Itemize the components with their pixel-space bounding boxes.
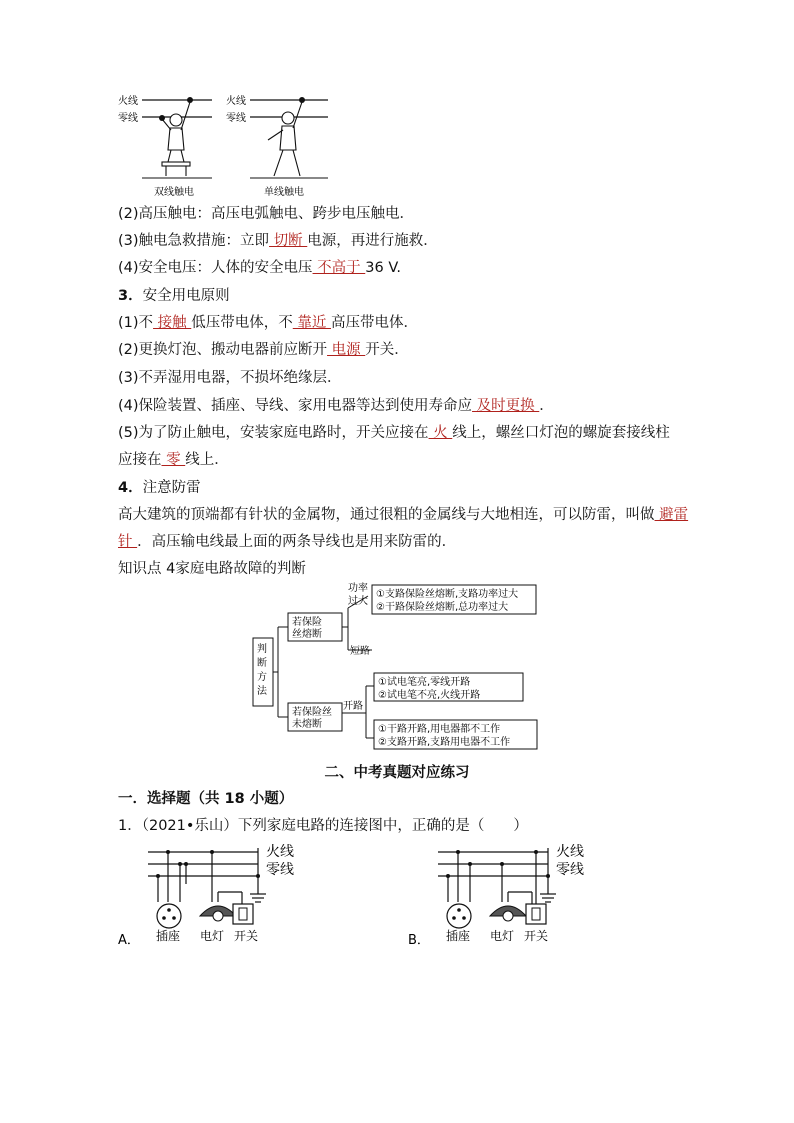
- live-wire-label-left: 火线: [118, 96, 138, 107]
- circuit-a-socket-label: 插座: [156, 929, 181, 943]
- tree-open-b-1: ①干路开路,用电器都不工作: [378, 724, 501, 735]
- tree-root-char-2: 断: [257, 658, 267, 669]
- text-principle-4: (4)保险装置、插座、导线、家用电器等达到使用寿命应 及时更换 ．: [118, 398, 554, 414]
- answer-live: 火: [428, 425, 453, 441]
- heading-lightning: 4．注意防雷: [118, 480, 201, 496]
- answer-lightning-rod-2: 针: [118, 534, 138, 550]
- socket-icon-a: [157, 904, 181, 928]
- neutral-wire-label-left: 零线: [118, 113, 138, 124]
- live-wire-label-right: 火线: [226, 96, 246, 107]
- lamp-icon-a: [200, 906, 236, 921]
- multiple-choice-heading: 一．选择题（共 18 小题）: [118, 791, 294, 807]
- circuit-b-live-label: 火线: [556, 844, 584, 860]
- fault-judgement-diagram: [248, 582, 548, 754]
- circuit-b-lamp-label: 电灯: [490, 929, 515, 943]
- text-principle-5-cont: 应接在 零 线上．: [118, 452, 229, 468]
- tree-fuse-blown-2: 丝熔断: [292, 629, 322, 640]
- circuit-a-lamp-label: 电灯: [200, 929, 225, 943]
- caption-single-line-shock: 单线触电: [264, 187, 304, 198]
- text-lightning-rod: 高大建筑的顶端都有针状的金属物，通过很粗的金属线与大地相连，可以防雷，叫做 避雷: [118, 507, 689, 523]
- answer-cut-off: 切断: [269, 233, 308, 249]
- answer-neutral: 零: [161, 452, 186, 468]
- text-principle-2: (2)更换灯泡、搬动电器前应断开 电源 开关．: [118, 342, 409, 358]
- answer-contact: 接触: [153, 315, 192, 331]
- answer-power-source: 电源: [327, 342, 366, 358]
- section-title: 二、中考真题对应练习: [324, 765, 470, 781]
- tree-open-circuit: 开路: [343, 701, 363, 712]
- tree-power-item-1: ①支路保险丝熔断,支路功率过大: [376, 589, 519, 600]
- text-principle-1: (1)不 接触 低压带电体，不 靠近 高压带电体．: [118, 315, 418, 331]
- neutral-wire-label-right: 零线: [226, 113, 246, 124]
- text-first-aid: (3)触电急救措施：立即 切断 电源，再进行施救．: [118, 233, 438, 249]
- knowledge-point-4: 知识点 4家庭电路故障的判断: [118, 561, 306, 577]
- text-lightning-rod-cont: 针 ．高压输电线最上面的两条导线也是用来防雷的．: [118, 534, 457, 550]
- circuit-a-neutral-label: 零线: [266, 862, 294, 878]
- tree-fuse-blown-1: 若保险: [292, 617, 322, 628]
- tree-open-a-1: ①试电笔亮,零线开路: [378, 677, 471, 688]
- tree-fuse-intact-1: 若保险丝: [292, 707, 332, 718]
- option-b-label: B．: [408, 933, 430, 948]
- tree-short-circuit: 短路: [350, 646, 370, 657]
- tree-open-a-2: ②试电笔不亮,火线开路: [378, 690, 481, 701]
- heading-safety-principles: 3．安全用电原则: [118, 288, 230, 304]
- answer-lightning-rod-1: 避雷: [654, 507, 689, 523]
- tree-power-label-1: 功率: [348, 583, 368, 594]
- answer-replace-timely: 及时更换: [472, 398, 540, 414]
- circuit-b-switch-label: 开关: [524, 929, 549, 943]
- tree-open-b-2: ②支路开路,支路用电器不工作: [378, 737, 511, 748]
- text-safe-voltage: (4)安全电压：人体的安全电压 不高于 36 V.: [118, 260, 401, 276]
- tree-root-char-3: 方: [257, 672, 267, 683]
- option-a-label: A．: [118, 933, 140, 948]
- lamp-icon-b: [490, 906, 526, 921]
- circuit-option-a[interactable]: [118, 844, 313, 950]
- circuit-a-live-label: 火线: [266, 844, 294, 860]
- tree-power-item-2: ②干路保险丝熔断,总功率过大: [376, 602, 509, 613]
- switch-icon-b: [526, 904, 546, 924]
- text-high-voltage-shock: (2)高压触电：高压电弧触电、跨步电压触电．: [118, 206, 415, 222]
- circuit-b-neutral-label: 零线: [556, 862, 584, 878]
- text-principle-3: (3)不弄湿用电器，不损坏绝缘层．: [118, 370, 342, 386]
- tree-root-char-1: 判: [257, 644, 267, 655]
- tree-root-char-4: 法: [257, 686, 267, 697]
- circuit-option-b[interactable]: [408, 844, 603, 950]
- circuit-b-socket-label: 插座: [446, 929, 471, 943]
- person-single-contact: [268, 102, 302, 176]
- circuit-a-switch-label: 开关: [234, 929, 259, 943]
- socket-icon-b: [447, 904, 471, 928]
- electric-shock-figure: [118, 88, 338, 200]
- tree-fuse-intact-2: 未熔断: [292, 719, 322, 730]
- caption-double-line-shock: 双线触电: [154, 187, 194, 198]
- text-principle-5: (5)为了防止触电，安装家庭电路时，开关应接在 火 线上，螺丝口灯泡的螺旋套接线柱: [118, 425, 670, 441]
- answer-approach: 靠近: [292, 315, 331, 331]
- answer-not-higher: 不高于: [312, 260, 366, 276]
- switch-icon-a: [233, 904, 253, 924]
- person-double-contact: [162, 102, 190, 176]
- tree-power-label-2: 过大: [348, 596, 368, 607]
- question-1: 1．（2021•乐山）下列家庭电路的连接图中，正确的是（ ）: [118, 818, 528, 834]
